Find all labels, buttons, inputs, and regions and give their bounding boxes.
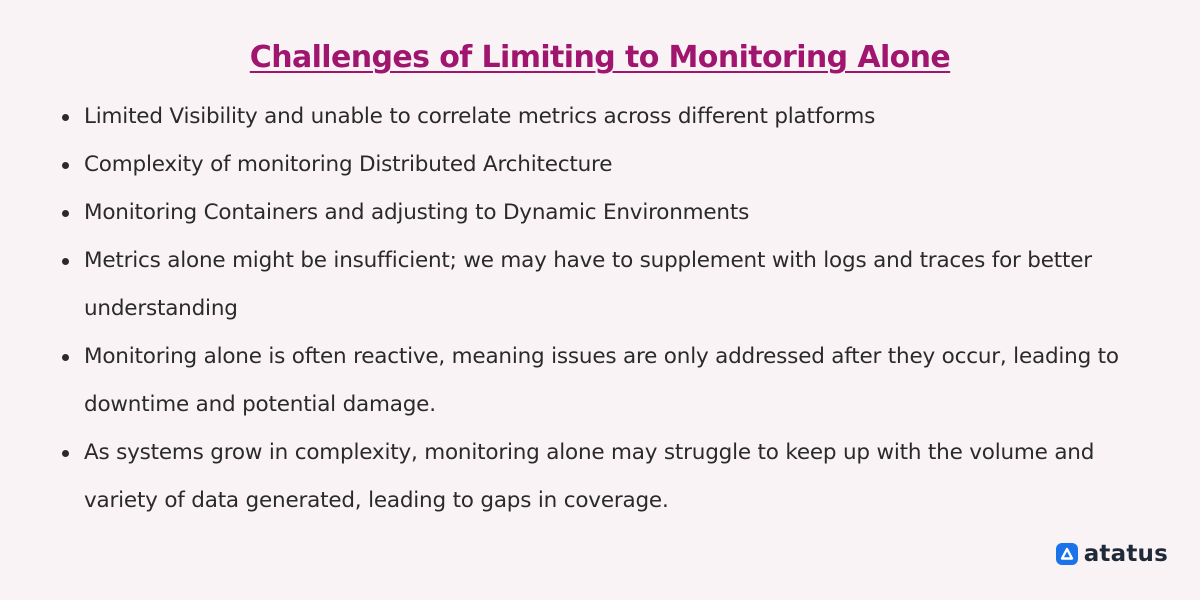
challenges-list <box>60 93 1150 525</box>
page-title <box>0 40 1200 75</box>
list-item: As systems grow in complexity, monitoring alone may struggle to keep up with the volume and variety of data generated, leading to gaps in coverage. <box>60 429 1150 525</box>
page-title-text: Challenges of Limiting to Monitoring Alone <box>249 40 951 75</box>
list-item: Limited Visibility and unable to correlate metrics across different platforms <box>60 93 1150 141</box>
list-item: Complexity of monitoring Distributed Architecture <box>60 141 1150 189</box>
brand-logo <box>1056 541 1168 567</box>
list-item: Monitoring alone is often reactive, meaning issues are only addressed after they occur, leading to downtime and potential damage. <box>60 333 1150 429</box>
atatus-logo-icon <box>1056 543 1078 565</box>
list-item: Metrics alone might be insufficient; we may have to supplement with logs and traces for better understanding <box>60 237 1150 333</box>
list-item: Monitoring Containers and adjusting to Dynamic Environments <box>60 189 1150 237</box>
brand-name: atatus <box>1083 541 1168 567</box>
